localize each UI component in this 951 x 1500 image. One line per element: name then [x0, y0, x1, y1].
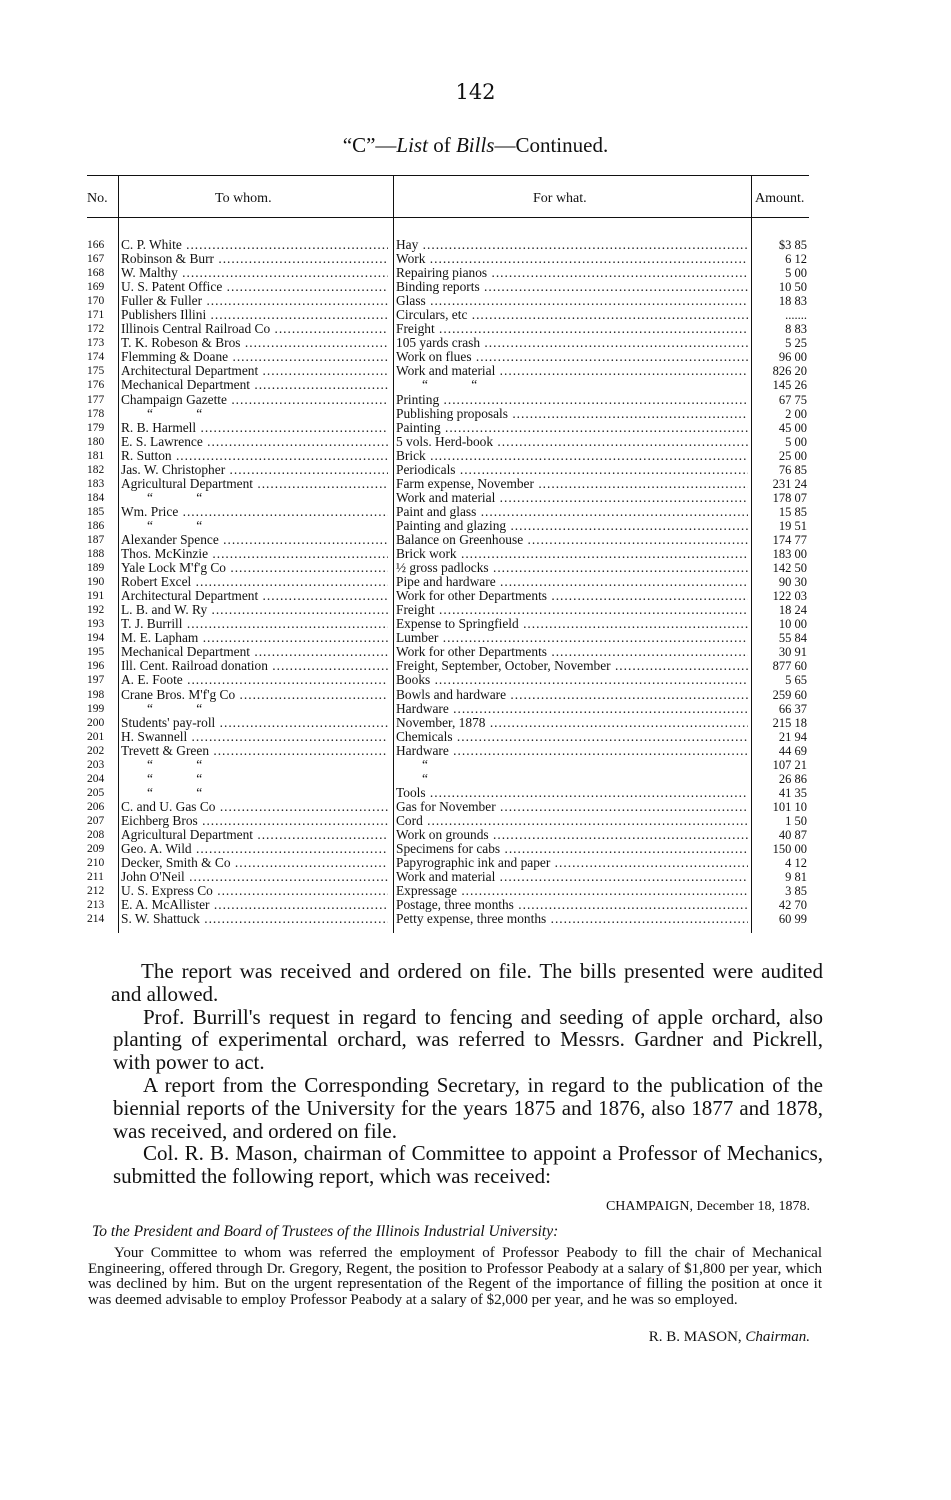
row-to-whom: H. Swannell .....	[121, 730, 388, 744]
row-to-whom: T. J. Burrill .....	[121, 617, 388, 631]
row-number: 167	[87, 253, 105, 266]
row-amount: 19 51	[778, 518, 807, 533]
row-for-what: Freight .....	[396, 322, 748, 336]
row-for-what: Glass .....	[396, 294, 748, 308]
row-amount: 178 07	[772, 490, 807, 505]
row-number: 180	[87, 435, 105, 448]
row-to-whom: Decker, Smith & Co .....	[121, 856, 388, 870]
row-to-whom: Architectural Department .....	[121, 364, 388, 378]
row-to-whom: Students' pay-roll .....	[121, 716, 388, 730]
row-for-what: November, 1878 .....	[396, 716, 748, 730]
row-for-what: 105 yards crash .....	[396, 336, 748, 350]
table-row	[87, 744, 809, 758]
row-to-whom: R. Sutton .....	[121, 449, 388, 463]
row-to-whom: W. Malthy .....	[121, 266, 388, 280]
row-amount: 8 83	[785, 322, 807, 337]
row-for-what: Specimens for cabs .....	[396, 842, 748, 856]
row-to-whom: Jas. W. Christopher .....	[121, 463, 388, 477]
row-for-what: Papyrographic ink and paper .....	[396, 856, 748, 870]
row-for-what: Work for other Departments .....	[396, 645, 748, 659]
table-row	[87, 435, 809, 449]
header-amount: Amount.	[755, 191, 805, 206]
row-number: 198	[87, 688, 105, 701]
row-for-what: ½ gross padlocks .....	[396, 561, 748, 575]
table-row	[87, 463, 809, 477]
row-number: 190	[87, 576, 105, 589]
row-for-what: Work and material .....	[396, 364, 748, 378]
row-amount: 142 50	[772, 561, 807, 576]
table-row	[87, 350, 809, 364]
row-for-what: Work and material .....	[396, 491, 748, 505]
report-body: Your Committee to whom was referred the employment of Professor Peabody to fill the chair of Mechanical Engineering, offered through Dr. Gregory, Regent, the position to Professor Peabody at a salary of $1,800 per year, which was declined by him. But on the urgent representation of the Regent of the importance of filling the position at once it was deemed advisable to employ Professor Peabody at a salary of $2,000 per year, and he was so employed.	[88, 1245, 822, 1308]
row-number: 172	[87, 323, 105, 336]
row-amount: 3 85	[785, 884, 807, 899]
report-signature	[113, 1329, 810, 1346]
table-row	[87, 688, 809, 702]
row-to-whom: Champaign Gazette .....	[121, 393, 388, 407]
row-to-whom: S. W. Shattuck .....	[121, 912, 388, 926]
row-amount: 18 83	[778, 294, 807, 309]
row-for-what: Balance on Greenhouse .....	[396, 533, 748, 547]
row-to-whom: “ “	[147, 771, 223, 786]
row-number: 214	[87, 913, 105, 926]
row-amount: 5 25	[785, 336, 807, 351]
row-to-whom: “ “	[147, 701, 223, 716]
minutes-text	[113, 960, 823, 1188]
row-number: 208	[87, 828, 105, 841]
row-number: 188	[87, 548, 105, 561]
header-no: No.	[87, 191, 108, 206]
row-amount: 76 85	[778, 462, 807, 477]
row-number: 186	[87, 519, 105, 532]
row-amount: 150 00	[772, 842, 807, 857]
row-amount: 5 65	[785, 673, 807, 688]
table-row	[87, 842, 809, 856]
row-to-whom: Robert Excel .....	[121, 575, 388, 589]
table-top-rule	[87, 175, 809, 176]
row-to-whom: Trevett & Green .....	[121, 744, 388, 758]
table-row	[87, 659, 809, 673]
row-amount: 826 20	[772, 364, 807, 379]
row-to-whom: Mechanical Department .....	[121, 645, 388, 659]
row-number: 204	[87, 772, 105, 785]
row-to-whom: Architectural Department .....	[121, 589, 388, 603]
row-amount: 25 00	[778, 448, 807, 463]
row-for-what: Gas for November .....	[396, 800, 748, 814]
table-row	[87, 421, 809, 435]
row-for-what: Expense to Springfield .....	[396, 617, 748, 631]
row-for-what: Freight, September, October, November .....	[396, 659, 748, 673]
row-for-what: Periodicals .....	[396, 463, 748, 477]
table-row	[87, 800, 809, 814]
row-number: 185	[87, 505, 105, 518]
row-number: 166	[87, 239, 105, 251]
row-number: 205	[87, 786, 105, 799]
header-to-whom: To whom.	[215, 191, 272, 206]
table-row	[87, 308, 809, 322]
table-row	[87, 758, 809, 772]
table-row	[87, 336, 809, 350]
row-to-whom: Agricultural Department .....	[121, 477, 388, 491]
row-amount: 60 99	[778, 912, 807, 927]
row-to-whom: John O'Neil .....	[121, 870, 388, 884]
row-to-whom: Thos. McKinzie .....	[121, 547, 388, 561]
table-row	[87, 322, 809, 336]
row-number: 175	[87, 365, 105, 378]
row-to-whom: R. B. Harmell .....	[121, 421, 388, 435]
row-number: 210	[87, 857, 105, 870]
table-row	[87, 828, 809, 842]
title-prefix: “C”—	[342, 133, 397, 157]
row-to-whom: “ “	[147, 406, 223, 421]
row-for-what: “	[422, 771, 448, 786]
table-row	[87, 912, 809, 926]
table-row	[87, 673, 809, 687]
row-for-what: 5 vols. Herd-book .....	[396, 435, 748, 449]
row-for-what: Brick work .....	[396, 547, 748, 561]
row-amount: 55 84	[778, 631, 807, 646]
row-for-what: “	[422, 757, 448, 772]
table-row	[87, 575, 809, 589]
signature-name: R. B. MASON,	[648, 1329, 746, 1345]
row-for-what: Hardware .....	[396, 702, 748, 716]
row-number: 212	[87, 885, 105, 898]
row-number: 206	[87, 800, 105, 813]
row-for-what: Brick .....	[396, 449, 748, 463]
row-number: 200	[87, 716, 105, 729]
table-row	[87, 449, 809, 463]
row-amount: 42 70	[778, 898, 807, 913]
row-number: 194	[87, 632, 105, 645]
row-number: 173	[87, 337, 105, 350]
row-number: 171	[87, 309, 105, 322]
row-amount: 174 77	[772, 532, 807, 547]
row-for-what: Work for other Departments .....	[396, 589, 748, 603]
row-to-whom: Yale Lock M'f'g Co .....	[121, 561, 388, 575]
row-number: 196	[87, 660, 105, 673]
row-number: 189	[87, 562, 105, 575]
row-number: 178	[87, 407, 105, 420]
row-amount: 101 10	[772, 799, 807, 814]
row-amount: 183 00	[772, 547, 807, 562]
row-amount: 40 87	[778, 827, 807, 842]
row-number: 177	[87, 393, 105, 406]
row-for-what: Farm expense, November .....	[396, 477, 748, 491]
row-number: 202	[87, 744, 105, 757]
row-to-whom: Ill. Cent. Railroad donation .....	[121, 659, 388, 673]
row-number: 181	[87, 449, 105, 462]
table-row	[87, 702, 809, 716]
table-row	[87, 547, 809, 561]
table-row	[87, 561, 809, 575]
table-row	[87, 589, 809, 603]
table-row	[87, 617, 809, 631]
report-address: To the President and Board of Trustees of the Illinois Industrial University:	[92, 1223, 559, 1240]
row-number: 193	[87, 618, 105, 631]
row-amount: 6 12	[785, 252, 807, 267]
row-number: 192	[87, 604, 105, 617]
title-middle: of	[427, 133, 456, 157]
table-row	[87, 477, 809, 491]
row-number: 170	[87, 295, 105, 308]
row-amount: 44 69	[778, 743, 807, 758]
table-row	[87, 364, 809, 378]
row-for-what: Hardware .....	[396, 744, 748, 758]
table-row	[87, 716, 809, 730]
row-amount: 231 24	[772, 476, 807, 491]
row-number: 213	[87, 899, 105, 912]
row-number: 174	[87, 351, 105, 364]
table-row	[87, 856, 809, 870]
bills-table	[87, 175, 809, 933]
table-row	[87, 772, 809, 786]
row-amount: 107 21	[772, 757, 807, 772]
table-row	[87, 645, 809, 659]
row-to-whom: Fuller & Fuller .....	[121, 294, 388, 308]
row-amount: 96 00	[778, 350, 807, 365]
row-number: 201	[87, 730, 105, 743]
row-amount: 122 03	[772, 589, 807, 604]
row-number: 211	[87, 871, 104, 884]
title-italic-list: List	[396, 133, 428, 157]
report-dateline: CHAMPAIGN, December 18, 1878.	[605, 1199, 810, 1214]
table-row	[87, 870, 809, 884]
row-amount: 21 94	[778, 729, 807, 744]
row-for-what: Lumber .....	[396, 631, 748, 645]
row-amount: 5 00	[785, 266, 807, 281]
paragraph-biennial-reports: A report from the Corresponding Secretary, in regard to the publication of the biennial reports of the University for the years 1875 and 1876, also 1877 and 1878, was received, and ordered on file.	[113, 1072, 823, 1143]
table-row	[87, 378, 809, 392]
row-for-what: Circulars, etc .....	[396, 308, 748, 322]
row-to-whom: Robinson & Burr .....	[121, 252, 388, 266]
row-amount: 90 30	[778, 575, 807, 590]
row-number: 168	[87, 267, 105, 280]
table-row	[87, 266, 809, 280]
row-to-whom: Illinois Central Railroad Co .....	[121, 322, 388, 336]
row-for-what: Tools .....	[396, 786, 748, 800]
row-for-what: Petty expense, three months .....	[396, 912, 748, 926]
row-to-whom: Flemming & Doane .....	[121, 350, 388, 364]
row-for-what: Publishing proposals .....	[396, 407, 748, 421]
row-number: 199	[87, 702, 105, 715]
row-for-what: Repairing pianos .....	[396, 266, 748, 280]
row-for-what: Postage, three months .....	[396, 898, 748, 912]
row-to-whom: Alexander Spence .....	[121, 533, 388, 547]
row-amount: 259 60	[772, 687, 807, 702]
table-body	[87, 238, 809, 926]
row-for-what: Hay .....	[396, 238, 748, 252]
row-for-what: Paint and glass .....	[396, 505, 748, 519]
table-row	[87, 533, 809, 547]
row-to-whom: T. K. Robeson & Bros .....	[121, 336, 388, 350]
row-for-what: Cord .....	[396, 814, 748, 828]
row-amount: 15 85	[778, 504, 807, 519]
row-number: 187	[87, 533, 105, 546]
row-to-whom: L. B. and W. Ry .....	[121, 603, 388, 617]
row-amount: 67 75	[778, 392, 807, 407]
table-row	[87, 407, 809, 421]
table-row	[87, 505, 809, 519]
table-row	[87, 280, 809, 294]
row-for-what: Work .....	[396, 252, 748, 266]
table-row	[87, 730, 809, 744]
row-amount: 30 91	[778, 645, 807, 660]
paragraph-mason-report: Col. R. B. Mason, chairman of Committee to appoint a Professor of Mechanics, submitted the following report, which was received:	[113, 1141, 823, 1189]
row-to-whom: C. and U. Gas Co .....	[121, 800, 388, 814]
row-amount: $3 85	[778, 238, 807, 252]
page-number: 142	[455, 80, 496, 104]
row-amount: 1 50	[785, 813, 807, 828]
row-number: 197	[87, 674, 105, 687]
table-row	[87, 884, 809, 898]
page-title	[0, 133, 951, 158]
row-number: 183	[87, 477, 105, 490]
table-row	[87, 252, 809, 266]
row-for-what: Freight .....	[396, 603, 748, 617]
table-row	[87, 393, 809, 407]
row-to-whom: Mechanical Department .....	[121, 378, 388, 392]
row-for-what: Work and material .....	[396, 870, 748, 884]
table-row	[87, 603, 809, 617]
row-to-whom: “ “	[147, 490, 223, 505]
table-row	[87, 519, 809, 533]
row-for-what: Work on grounds .....	[396, 828, 748, 842]
row-for-what: Painting and glazing .....	[396, 519, 748, 533]
row-number: 184	[87, 491, 105, 504]
row-to-whom: M. E. Lapham .....	[121, 631, 388, 645]
row-amount: 9 81	[785, 870, 807, 885]
table-header-rule	[87, 217, 809, 218]
row-for-what: Painting .....	[396, 421, 748, 435]
row-number: 179	[87, 421, 105, 434]
row-number: 203	[87, 758, 105, 771]
row-for-what: Books .....	[396, 673, 748, 687]
table-row	[87, 491, 809, 505]
row-number: 182	[87, 463, 105, 476]
row-to-whom: E. S. Lawrence .....	[121, 435, 388, 449]
row-amount: 215 18	[772, 715, 807, 730]
table-row	[87, 786, 809, 800]
signature-title: Chairman.	[745, 1329, 810, 1345]
row-for-what: Binding reports .....	[396, 280, 748, 294]
table-row	[87, 814, 809, 828]
row-to-whom: “ “	[147, 518, 223, 533]
row-to-whom: U. S. Express Co .....	[121, 884, 388, 898]
row-amount: 45 00	[778, 420, 807, 435]
row-for-what: Bowls and hardware .....	[396, 688, 748, 702]
title-suffix: —Continued.	[494, 133, 609, 157]
row-to-whom: Eichberg Bros .....	[121, 814, 388, 828]
row-number: 169	[87, 281, 105, 294]
row-for-what: Printing .....	[396, 393, 748, 407]
row-amount: 18 24	[778, 603, 807, 618]
table-row	[87, 898, 809, 912]
row-for-what: Work on flues .....	[396, 350, 748, 364]
row-number: 209	[87, 843, 105, 856]
paragraph-report-received: The report was received and ordered on file. The bills presented were audited and allowed.	[111, 959, 823, 1006]
row-number: 207	[87, 814, 105, 827]
row-number: 191	[87, 590, 105, 603]
row-number: 176	[87, 379, 105, 392]
row-to-whom: “ “	[147, 785, 223, 800]
row-for-what: Pipe and hardware .....	[396, 575, 748, 589]
row-amount: 5 00	[785, 434, 807, 449]
title-italic-bills: Bills	[455, 133, 495, 157]
row-for-what: Chemicals .....	[396, 730, 748, 744]
row-amount: 877 60	[772, 659, 807, 674]
row-to-whom: Publishers Illini .....	[121, 308, 388, 322]
row-to-whom: Geo. A. Wild .....	[121, 842, 388, 856]
row-amount: 10 50	[778, 280, 807, 295]
row-for-what: “ “	[422, 378, 498, 393]
row-amount: 4 12	[785, 856, 807, 871]
row-amount: 26 86	[778, 771, 807, 786]
row-amount: 2 00	[785, 406, 807, 421]
table-row	[87, 294, 809, 308]
row-to-whom: “ “	[147, 757, 223, 772]
row-to-whom: A. E. Foote .....	[121, 673, 388, 687]
row-to-whom: Wm. Price .....	[121, 505, 388, 519]
row-to-whom: C. P. White .....	[121, 238, 388, 252]
table-row	[87, 238, 809, 252]
paragraph-burrill-request: Prof. Burrill's request in regard to fencing and seeding of apple orchard, also planting of experimental orchard, was referred to Messrs. Gardner and Pickrell, with power to act.	[113, 1004, 823, 1075]
table-row	[87, 631, 809, 645]
row-to-whom: Crane Bros. M'f'g Co .....	[121, 688, 388, 702]
header-for-what: For what.	[533, 191, 587, 206]
row-to-whom: E. A. McAllister .....	[121, 898, 388, 912]
row-amount: 145 26	[772, 378, 807, 393]
row-amount: .......	[785, 308, 807, 323]
row-number: 195	[87, 646, 105, 659]
row-to-whom: U. S. Patent Office .....	[121, 280, 388, 294]
row-for-what: Expressage .....	[396, 884, 748, 898]
row-amount: 41 35	[778, 785, 807, 800]
row-amount: 66 37	[778, 701, 807, 716]
row-to-whom: Agricultural Department .....	[121, 828, 388, 842]
row-amount: 10 00	[778, 617, 807, 632]
